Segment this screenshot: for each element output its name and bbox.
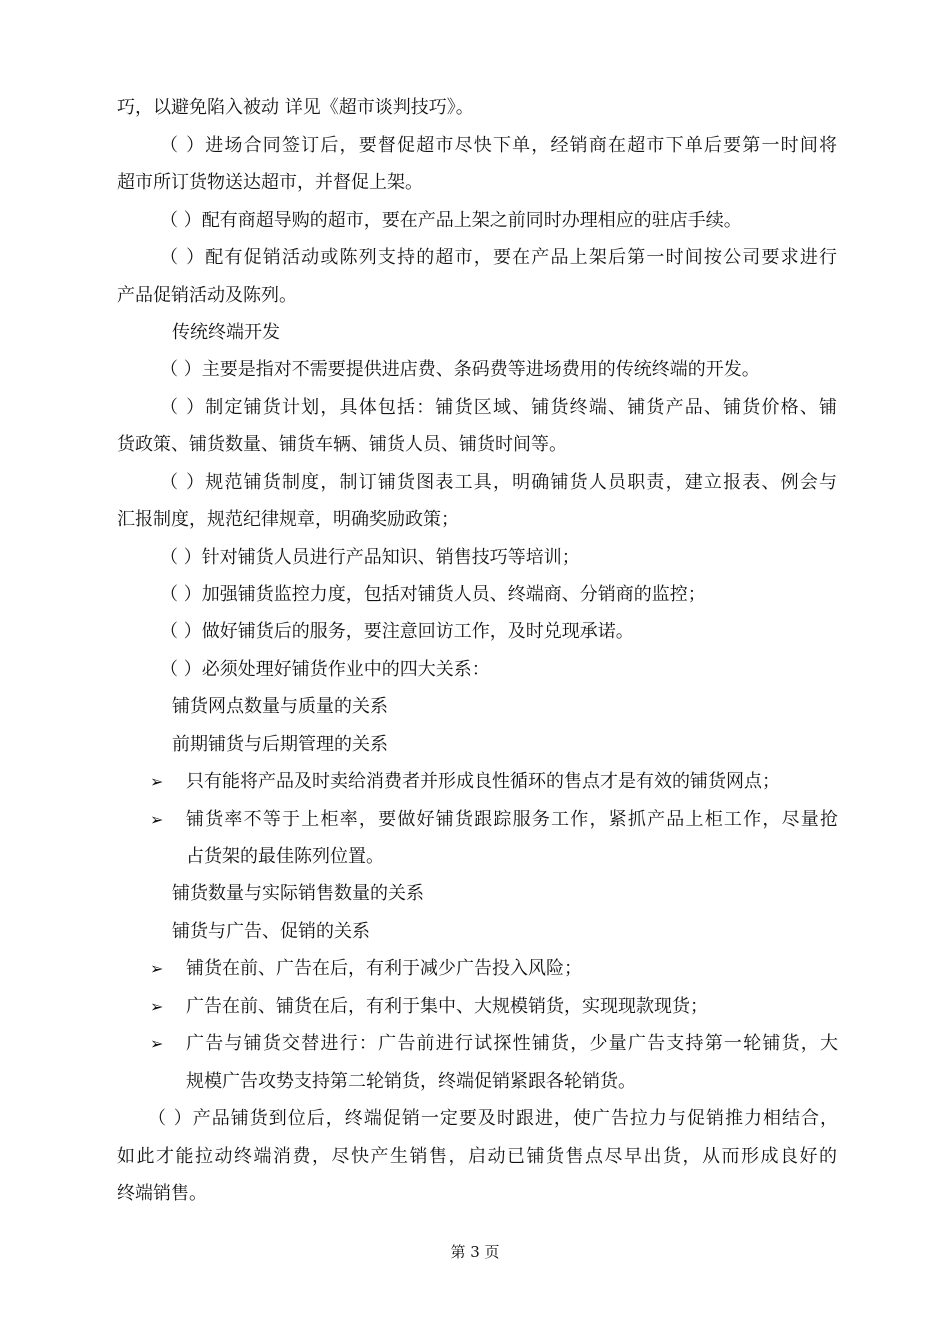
bullet-continuation: 规模广告攻势支持第二轮销货，终端促销紧跟各轮销货。 (186, 1071, 636, 1092)
paragraph-line: （ ）制定铺货计划，具体包括：铺货区域、铺货终端、铺货产品、铺货价格、铺 (160, 397, 837, 418)
paragraph-line: （ ）产品铺货到位后，终端促销一定要及时跟进，使广告拉力与促销推力相结合， (148, 1108, 838, 1129)
paragraph-line: 巧，以避免陷入被动 详见《超市谈判技巧》。 (117, 97, 474, 118)
paragraph-line: （ ）必须处理好铺货作业中的四大关系： (160, 659, 490, 680)
paragraph-line: 货政策、铺货数量、铺货车辆、铺货人员、铺货时间等。 (117, 434, 567, 455)
arrow-bullet-icon: ➢ (150, 810, 164, 829)
paragraph-line: 产品促销活动及陈列。 (117, 285, 297, 306)
sub-heading: 前期铺货与后期管理的关系 (172, 734, 388, 755)
paragraph-line: （ ）规范铺货制度，制订铺货图表工具，明确铺货人员职责，建立报表、例会与 (160, 472, 837, 493)
paragraph-line: （ ）针对铺货人员进行产品知识、销售技巧等培训； (160, 547, 580, 568)
paragraph-line: 如此才能拉动终端消费，尽快产生销售，启动已铺货售点尽早出货，从而形成良好的 (117, 1146, 837, 1167)
sub-heading: 铺货网点数量与质量的关系 (172, 696, 388, 717)
paragraph-line: （ ）配有商超导购的超市，要在产品上架之前同时办理相应的驻店手续。 (160, 210, 742, 231)
sub-heading: 铺货与广告、促销的关系 (172, 921, 370, 942)
arrow-bullet-icon: ➢ (150, 1034, 164, 1053)
bullet-text: 铺货率不等于上柜率，要做好铺货跟踪服务工作，紧抓产品上柜工作，尽量抢 (186, 809, 838, 830)
section-heading: 传统终端开发 (172, 322, 280, 343)
bullet-text: 铺货在前、广告在后，有利于减少广告投入风险； (186, 958, 582, 979)
bullet-text: 广告在前、铺货在后，有利于集中、大规模销货，实现现款现货； (186, 996, 708, 1017)
bullet-text: 广告与铺货交替进行：广告前进行试探性铺货，少量广告支持第一轮铺货，大 (186, 1033, 838, 1054)
bullet-continuation: 占货架的最佳陈列位置。 (186, 846, 384, 867)
arrow-bullet-icon: ➢ (150, 997, 164, 1016)
paragraph-line: 汇报制度，规范纪律规章，明确奖励政策； (117, 509, 459, 530)
paragraph-line: （ ）进场合同签订后，要督促超市尽快下单，经销商在超市下单后要第一时间将 (160, 135, 837, 156)
arrow-bullet-icon: ➢ (150, 772, 164, 791)
paragraph-line: （ ）主要是指对不需要提供进店费、条码费等进场费用的传统终端的开发。 (160, 359, 760, 380)
paragraph-line: （ ）加强铺货监控力度，包括对铺货人员、终端商、分销商的监控； (160, 584, 706, 605)
bullet-text: 只有能将产品及时卖给消费者并形成良性循环的售点才是有效的铺货网点； (186, 771, 780, 792)
paragraph-line: 终端销售。 (117, 1183, 207, 1204)
sub-heading: 铺货数量与实际销售数量的关系 (172, 883, 424, 904)
paragraph-line: （ ）配有促销活动或陈列支持的超市，要在产品上架后第一时间按公司要求进行 (160, 247, 837, 268)
paragraph-line: （ ）做好铺货后的服务，要注意回访工作，及时兑现承诺。 (160, 621, 634, 642)
paragraph-line: 超市所订货物送达超市，并督促上架。 (117, 172, 423, 193)
arrow-bullet-icon: ➢ (150, 959, 164, 978)
page-number: 第 3 页 (450, 1243, 500, 1261)
